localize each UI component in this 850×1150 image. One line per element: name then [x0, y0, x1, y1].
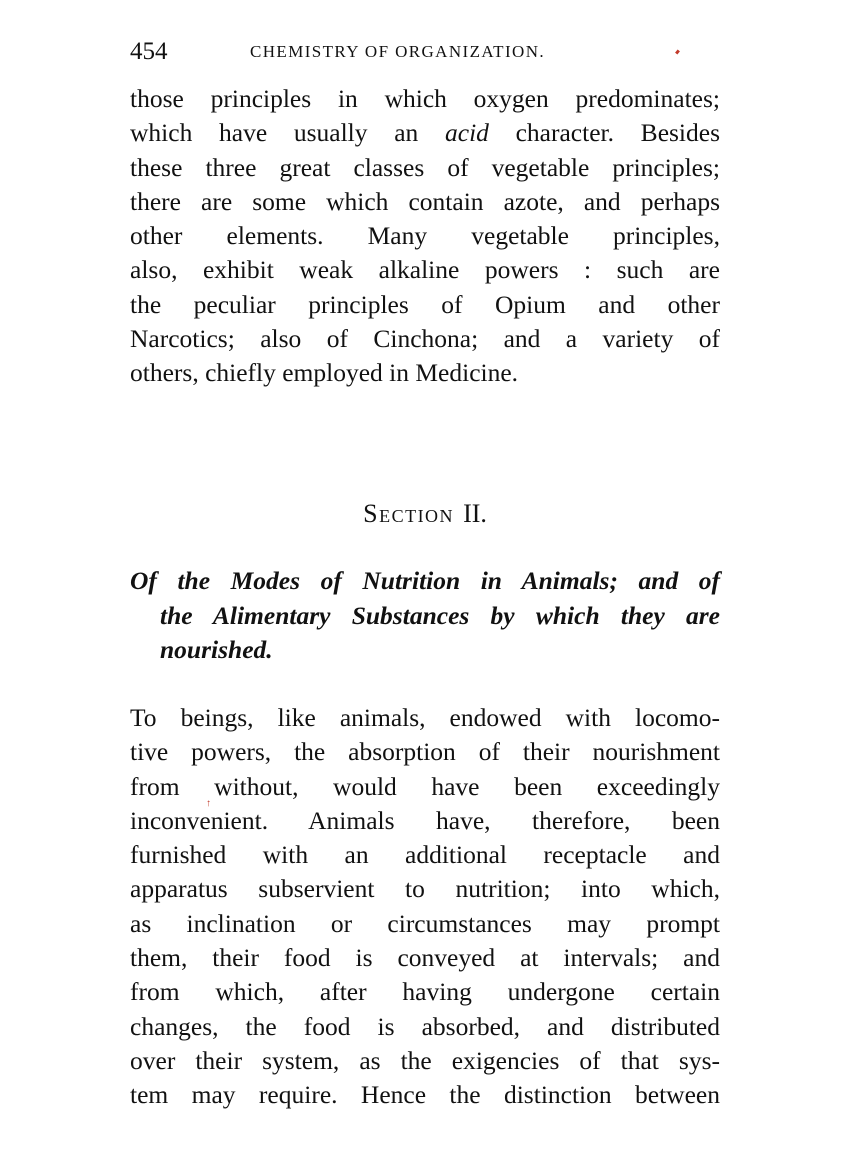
- subtitle-line: the Alimentary Substances by which they are: [160, 600, 720, 630]
- text-line: Narcotics; also of Cinchona; and a variety of: [130, 324, 720, 354]
- section-subtitle: [130, 564, 720, 668]
- text-line: To beings, like animals, endowed with locomo-: [130, 703, 720, 732]
- text-line: as inclination or circumstances may prompt: [130, 908, 720, 938]
- text-line: these three great classes of vegetable principles;: [130, 152, 720, 182]
- section-label: Section: [363, 499, 455, 528]
- text-span: which have usually an: [130, 118, 445, 148]
- subtitle-line: Of the Modes of Nutrition in Animals; and of: [130, 566, 720, 595]
- text-line: also, exhibit weak alkaline powers : such are: [130, 255, 720, 285]
- text-line: apparatus subservient to nutrition; into which,: [130, 874, 720, 904]
- subtitle-line: nourished.: [160, 635, 273, 664]
- text-line: other elements. Many vegetable principles,: [130, 221, 720, 251]
- text-line: there are some which contain azote, and perhaps: [130, 186, 720, 216]
- text-line: inconvenient. Animals have, therefore, been: [130, 805, 720, 835]
- text-line: over their system, as the exigencies of that sys-: [130, 1045, 720, 1075]
- running-head: CHEMISTRY OF ORGANIZATION.: [250, 42, 546, 61]
- text-line: tem may require. Hence the distinction between: [130, 1080, 720, 1110]
- text-line: others, chiefly employed in Medicine.: [130, 358, 519, 388]
- paragraph-1: [130, 82, 720, 391]
- text-line: them, their food is conveyed at intervals; and: [130, 943, 720, 973]
- text-span: character. Besides: [488, 118, 721, 148]
- text-line: [130, 116, 720, 150]
- text-line: furnished with an additional receptacle and: [130, 840, 720, 870]
- page-number: 454: [130, 38, 168, 65]
- text-line: from which, after having undergone certain: [130, 977, 720, 1007]
- text-line: from without, would have been exceedingly: [130, 771, 720, 801]
- section-number: II.: [463, 499, 487, 528]
- red-caret-mark: ↑: [206, 798, 211, 809]
- text-line: the peculiar principles of Opium and other: [130, 289, 720, 319]
- text-line: those principles in which oxygen predominates;: [130, 84, 720, 113]
- section-heading: [130, 497, 720, 531]
- paragraph-2: [130, 701, 720, 1113]
- page-header: [130, 36, 720, 68]
- italic-word: acid: [445, 118, 489, 148]
- text-line: tive powers, the absorption of their nourishment: [130, 737, 720, 767]
- text-line: changes, the food is absorbed, and distributed: [130, 1011, 720, 1041]
